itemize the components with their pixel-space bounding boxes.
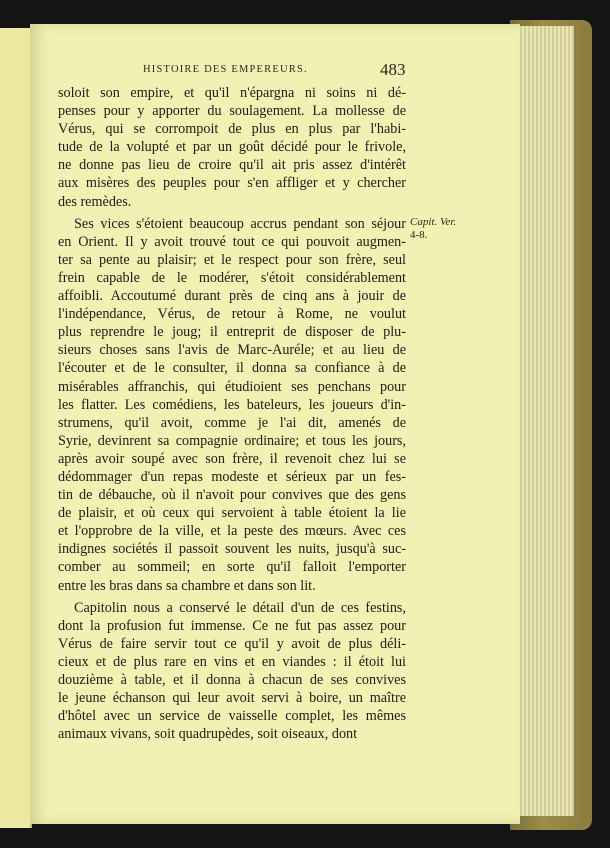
facing-page-edge (0, 28, 32, 828)
marginal-note-source: Capit. Ver. (410, 216, 457, 228)
text-line: animaux vivans, soit quadrupèdes, soit oiseaux, dont (58, 726, 358, 743)
body-text (58, 84, 406, 743)
text-line: de plaisir, et où ceux qui servoient à table étoient la lie (58, 505, 406, 522)
text-line: après avoir soupé avec son frère, il revenoit chez lui se (58, 450, 406, 467)
text-line: le jeune échanson qui leur avoit servi à boire, un maître (58, 690, 406, 707)
page-number: 483 (380, 60, 406, 79)
text-line: Capitolin nous a conservé le détail d'un de ces festins, (74, 599, 406, 616)
text-line: aux misères des peuples pour s'en affliger et y chercher (58, 175, 406, 192)
text-line: Syrie, devinrent sa compagnie ordinaire; et tous les jours, (58, 432, 406, 449)
text-line: dédommager d'un repas modeste et sérieux par un fes- (58, 468, 406, 485)
text-line: cieux et de plus rare en vins et en viandes : il étoit lui (58, 653, 406, 670)
text-line: Vérus, qui se corrompoit de plus en plus par l'habi- (58, 121, 406, 138)
marginal-note (410, 216, 456, 242)
text-line: des remèdes. (58, 193, 132, 210)
text-line: indignes sociétés il passoit souvent les nuits, jusqu'à suc- (58, 541, 406, 558)
text-line: soloit son empire, et qu'il n'épargna ni soins ni dé- (58, 85, 406, 101)
text-line: les flatter. Les comédiens, les bateleurs, les joueurs d'in- (58, 396, 406, 413)
paragraph (58, 599, 406, 744)
text-line: strumens, qu'il avoit, comme je l'ai dit, amenés de (58, 414, 406, 431)
paragraph (58, 215, 406, 595)
text-line: affoibli. Accoutumé durant près de cinq ans à jouir de (58, 288, 406, 305)
text-line: douzième à table, et il donna à chacun de ses convives (58, 672, 406, 688)
text-line: Ses vices s'étoient beaucoup accrus pendant son séjour (74, 215, 406, 232)
text-line: entre les bras dans sa chambre et dans son lit. (58, 577, 316, 594)
text-line: frein capable de le modérer, s'étoit considérablement (58, 269, 406, 286)
text-line: ne donne pas lieu de croire qu'il ait pris assez d'intérêt (58, 157, 406, 174)
paragraph (58, 84, 406, 211)
text-line: plus reprendre le joug; il entreprit de disposer de plu- (58, 324, 406, 341)
marginal-note-range: 4-8. (410, 229, 428, 241)
text-line: et l'opprobre de la ville, et la peste des mœurs. Avec ces (58, 523, 406, 540)
text-line: ter sa pente au plaisir; et le respect pour son frère, seul (58, 251, 406, 268)
running-head: HISTOIRE DES EMPEREURS. (143, 64, 308, 75)
text-line: l'écouter et de le consulter, il donna sa confiance à de (58, 360, 406, 377)
text-line: en Orient. Il y avoit trouvé tout ce qui pouvoit augmen- (58, 233, 406, 250)
text-line: penses pour y apporter du soulagement. La mollesse de (58, 103, 406, 120)
text-line: misérables affranchis, qui étudioient ses penchans pour (58, 378, 406, 395)
text-line: comber au sommeil; en sorte qu'il falloit l'emporter (58, 559, 406, 576)
text-line: tin de débauche, où il n'avoit pour convives que des gens (58, 487, 406, 504)
text-line: tude de la volupté et par un goût décidé pour le frivole, (58, 139, 406, 156)
text-line: sieurs choses sans l'avis de Marc-Auréle; et au lieu de (58, 342, 406, 359)
text-line: dont la profusion fut immense. Ce ne fut pas assez pour (58, 617, 406, 634)
text-line: d'hôtel avec un service de vaisselle complet, les mêmes (58, 708, 406, 725)
page-stack-edge (514, 26, 574, 816)
text-line: Vérus de faire servir tout ce qu'il y avoit de plus déli- (58, 635, 406, 652)
text-line: l'indépendance, Vérus, de retour à Rome, ne voulut (58, 306, 406, 323)
